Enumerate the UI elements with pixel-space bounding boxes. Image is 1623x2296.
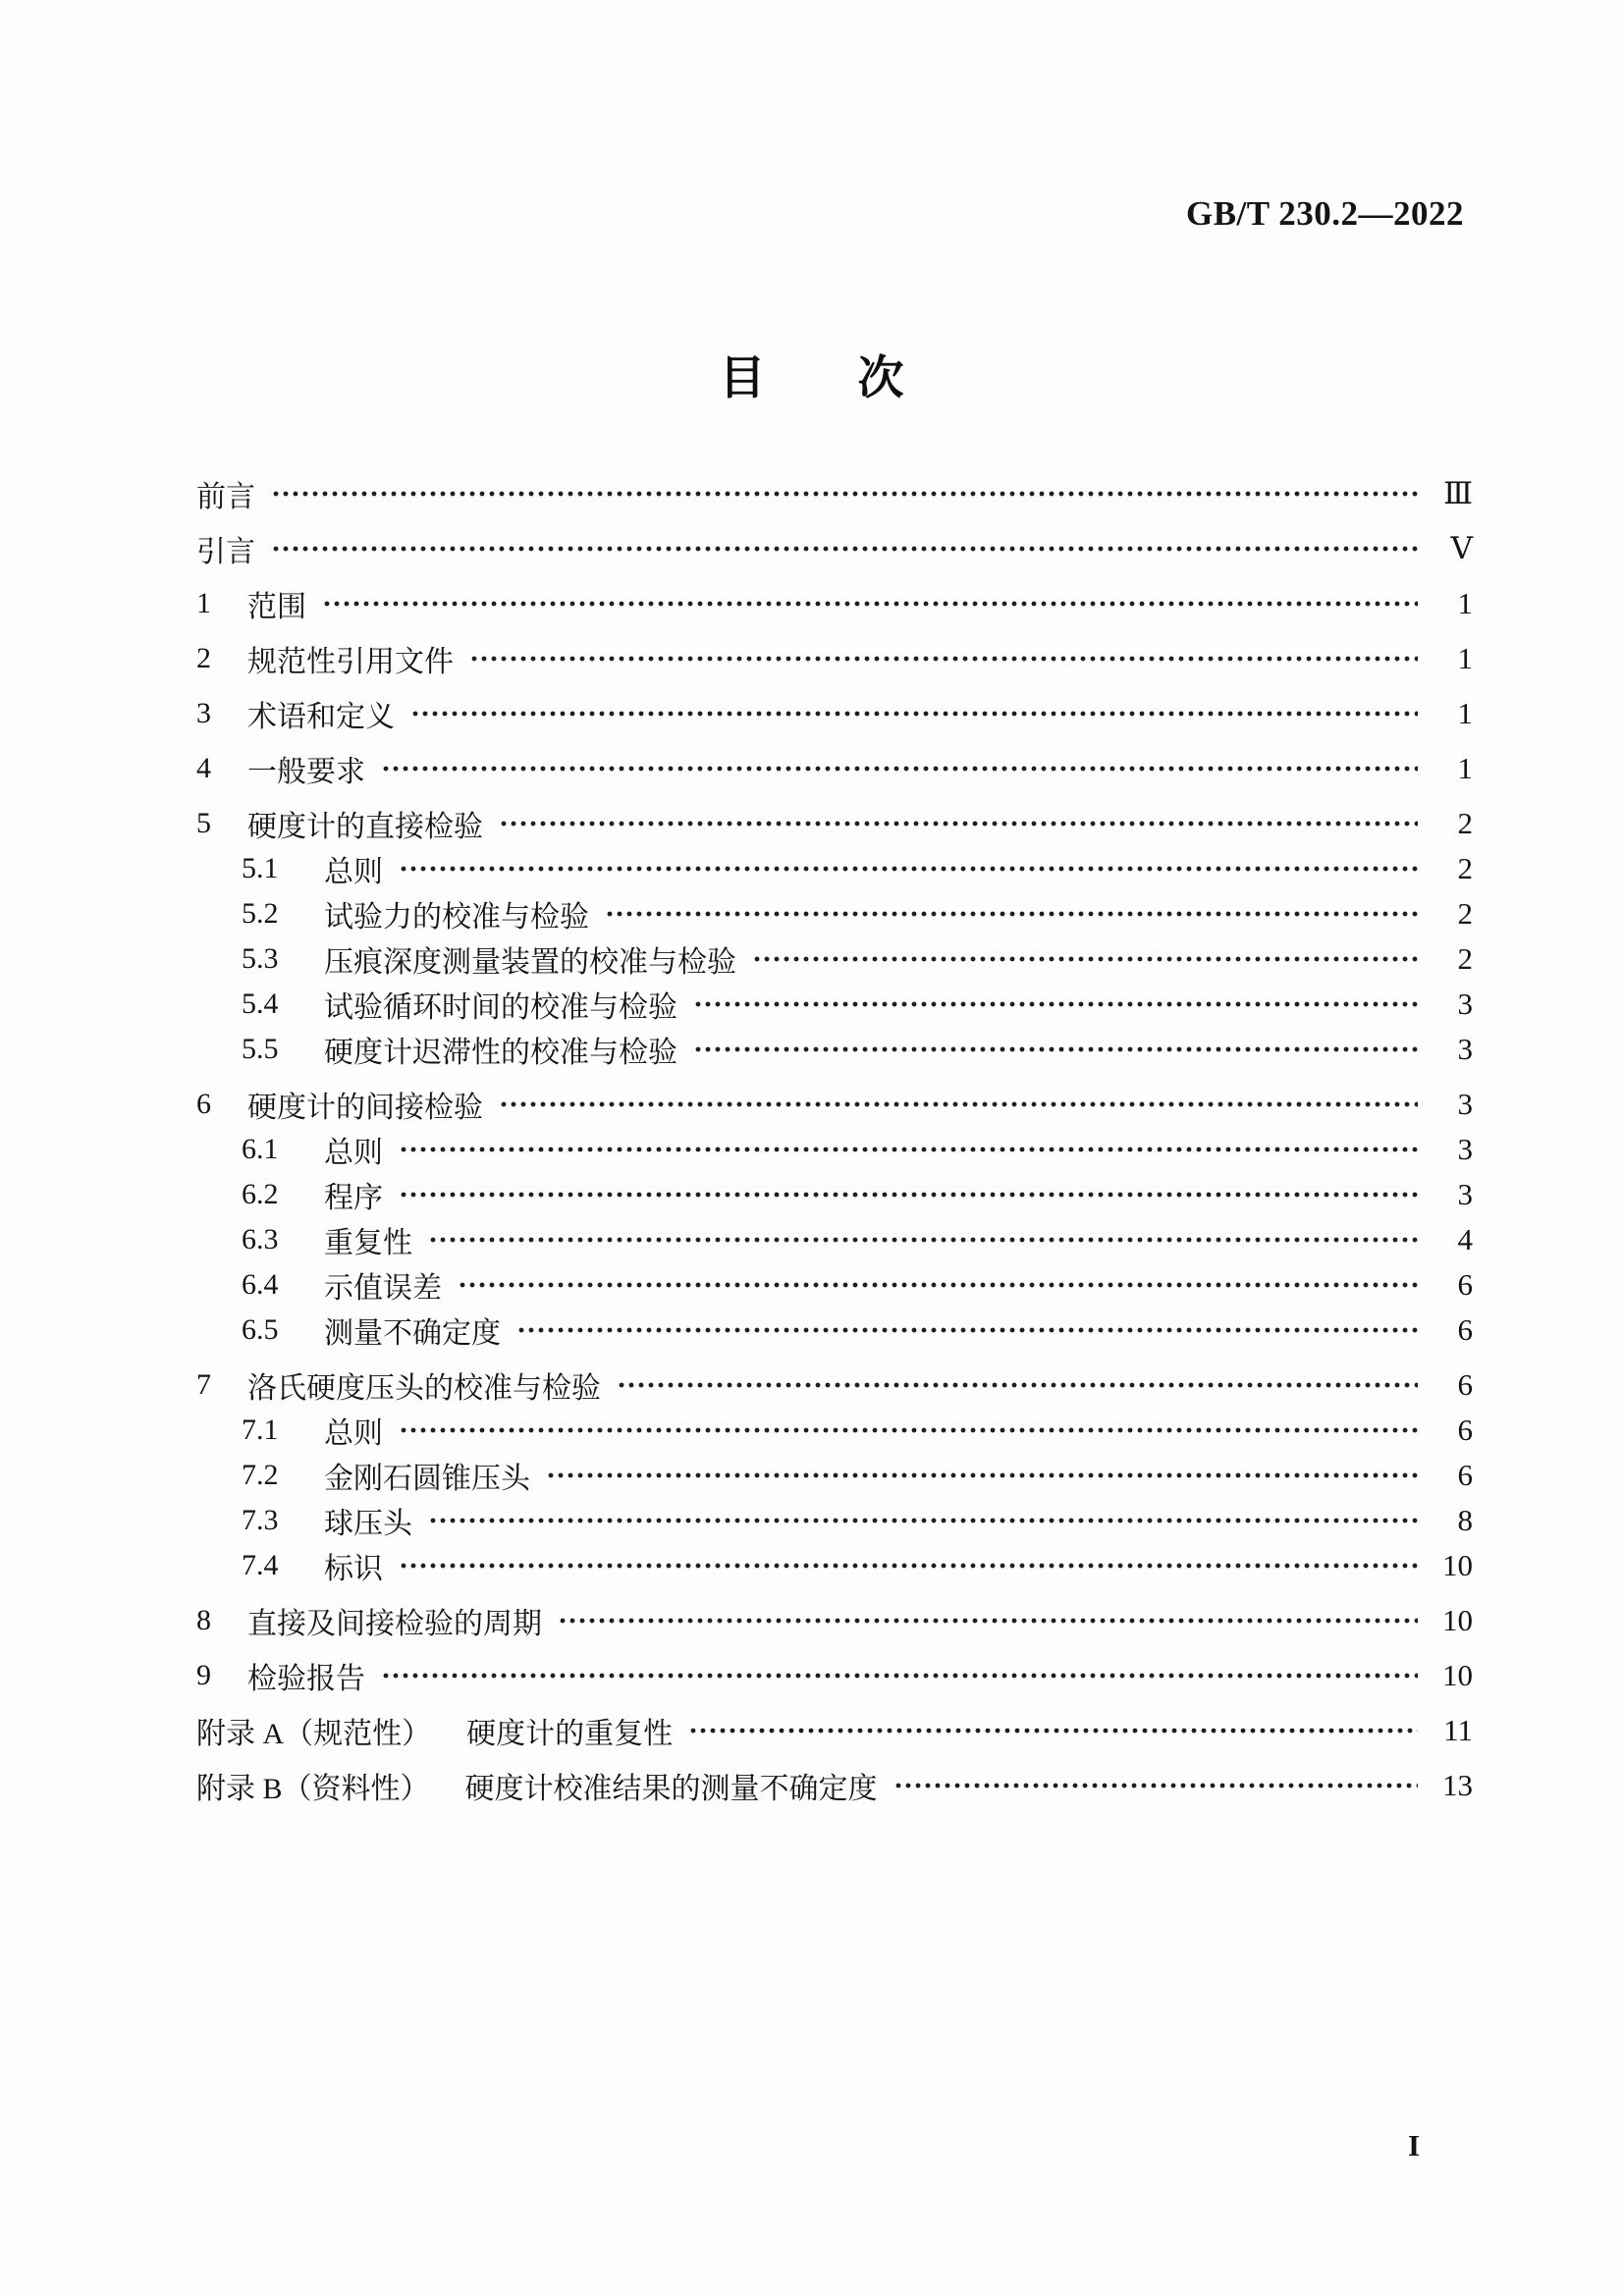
toc-entry-title: 直接及间接检验的周期 — [247, 1608, 542, 1640]
toc-entry-number: 5.3 — [242, 942, 279, 975]
dot-leader — [397, 846, 1418, 891]
dot-leader — [691, 1027, 1418, 1072]
toc-entry — [196, 1763, 1473, 1808]
toc-entry-page: 10 — [1442, 1603, 1473, 1637]
toc-entry-page: 2 — [1457, 896, 1473, 931]
dot-leader — [397, 1127, 1418, 1172]
toc-entry-title: 重复性 — [324, 1227, 412, 1259]
dot-leader — [408, 691, 1418, 736]
toc-entry — [196, 846, 1473, 891]
toc-entry-number: 5.2 — [242, 897, 279, 930]
toc-entry-page: 3 — [1457, 1032, 1473, 1066]
toc-entry-title: 硬度计的重复性 — [466, 1718, 674, 1750]
toc-entry-title: 硬度计的直接检验 — [247, 811, 483, 843]
toc-entry-number: 2 — [196, 642, 211, 674]
dot-leader — [544, 1453, 1418, 1498]
toc-entry-number: 6.5 — [242, 1313, 279, 1346]
toc-entry — [196, 1172, 1473, 1217]
toc-entry — [196, 1308, 1473, 1353]
toc-entry — [196, 936, 1473, 982]
toc-entry — [196, 691, 1473, 736]
toc-entry-title: 试验力的校准与检验 — [324, 901, 589, 934]
dot-leader — [514, 1308, 1418, 1353]
toc-entry-number: 7.2 — [242, 1459, 279, 1491]
toc-entry-title: 洛氏硬度压头的校准与检验 — [247, 1372, 601, 1405]
dot-leader — [556, 1598, 1418, 1643]
toc-entry-title: 范围 — [247, 591, 306, 623]
dot-leader — [320, 581, 1418, 626]
dot-leader — [397, 1408, 1418, 1453]
toc-list — [196, 461, 1473, 1808]
toc-entry — [196, 1543, 1473, 1588]
toc-entry-title: 硬度计校准结果的测量不确定度 — [464, 1773, 878, 1805]
toc-entry-title: 引言 — [196, 536, 255, 568]
toc-entry-page: 6 — [1457, 1267, 1473, 1302]
toc-entry-number: 3 — [196, 697, 211, 729]
toc-entry-page: 6 — [1457, 1367, 1473, 1402]
toc-entry-title: 程序 — [324, 1182, 383, 1214]
dot-leader — [269, 526, 1418, 571]
dot-leader — [379, 746, 1418, 791]
toc-entry — [196, 1217, 1473, 1262]
toc-entry-number: 6.3 — [242, 1223, 279, 1255]
toc-entry-number: 7 — [196, 1368, 211, 1401]
toc-entry-title: 总则 — [324, 856, 383, 888]
toc-entry — [196, 1598, 1473, 1643]
toc-entry-number: 9 — [196, 1659, 211, 1691]
toc-entry-page: 2 — [1457, 851, 1473, 885]
toc-entry-page: 1 — [1457, 696, 1473, 730]
page-title: 目 次 — [719, 351, 904, 403]
toc-entry — [196, 581, 1473, 626]
toc-entry-title: 一般要求 — [247, 756, 365, 788]
toc-entry-title: 标识 — [324, 1553, 383, 1585]
toc-entry-number: 5.5 — [242, 1033, 279, 1065]
dot-leader — [269, 471, 1418, 516]
toc-entry-page: 1 — [1457, 641, 1473, 675]
toc-entry-page: 6 — [1457, 1413, 1473, 1447]
toc-entry — [196, 1653, 1473, 1698]
dot-leader — [750, 936, 1418, 982]
dot-leader — [397, 1543, 1418, 1588]
toc-entry-title: 硬度计迟滞性的校准与检验 — [324, 1037, 677, 1069]
toc-entry-page: 3 — [1457, 987, 1473, 1021]
toc-entry-page: 6 — [1457, 1312, 1473, 1347]
dot-leader — [379, 1653, 1418, 1698]
toc-entry-number: 6.1 — [242, 1133, 279, 1165]
toc-entry-page: 2 — [1457, 941, 1473, 976]
dot-leader — [397, 1172, 1418, 1217]
toc-entry-page: Ⅲ — [1443, 476, 1473, 510]
toc-entry-title: 检验报告 — [247, 1663, 365, 1695]
toc-entry-page: 3 — [1457, 1132, 1473, 1166]
dot-leader — [467, 636, 1418, 681]
dot-leader — [497, 801, 1418, 846]
toc-entry — [196, 1708, 1473, 1753]
toc-entry-title: 试验循环时间的校准与检验 — [324, 991, 677, 1024]
toc-entry — [196, 1082, 1473, 1127]
toc-entry-page: 3 — [1457, 1087, 1473, 1121]
footer-page-number: I — [1408, 2128, 1421, 2163]
toc-entry — [196, 636, 1473, 681]
toc-entry-title: 示值误差 — [324, 1272, 442, 1305]
dot-leader — [892, 1763, 1418, 1808]
toc-entry-page: 1 — [1457, 586, 1473, 620]
toc-entry — [196, 982, 1473, 1027]
toc-entry-number: 6.2 — [242, 1178, 279, 1210]
toc-entry-number: 6 — [196, 1088, 211, 1120]
toc-entry-title: 测量不确定度 — [324, 1317, 501, 1350]
toc-entry-title: 金刚石圆锥压头 — [324, 1463, 530, 1495]
toc-entry — [196, 1027, 1473, 1072]
toc-entry-number: 7.4 — [242, 1549, 279, 1581]
toc-entry-number: 1 — [196, 587, 211, 619]
toc-entry-number: 4 — [196, 752, 211, 784]
toc-entry-number: 附录 A（规范性） — [196, 1718, 432, 1750]
toc-entry — [196, 801, 1473, 846]
toc-entry-title: 球压头 — [324, 1508, 412, 1540]
toc-entry-number: 附录 B（资料性） — [196, 1773, 430, 1805]
toc-entry-number: 8 — [196, 1604, 211, 1636]
standard-number-header: GB/T 230.2—2022 — [1185, 194, 1464, 233]
toc-entry-title: 术语和定义 — [247, 701, 395, 733]
toc-entry-page: 13 — [1442, 1768, 1473, 1802]
toc-entry — [196, 1127, 1473, 1172]
dot-leader — [497, 1082, 1418, 1127]
toc-entry-title: 硬度计的间接检验 — [247, 1092, 483, 1124]
toc-entry-page: 2 — [1457, 806, 1473, 840]
toc-entry-title: 总则 — [324, 1137, 383, 1169]
toc-entry-number: 5.4 — [242, 988, 279, 1020]
toc-entry-page: 11 — [1443, 1713, 1473, 1747]
toc-entry — [196, 471, 1473, 516]
toc-entry-page: 1 — [1457, 751, 1473, 785]
toc-entry-page: 4 — [1457, 1222, 1473, 1256]
toc-entry — [196, 746, 1473, 791]
dot-leader — [615, 1362, 1418, 1408]
toc-entry-page: 10 — [1442, 1548, 1473, 1582]
dot-leader — [456, 1262, 1418, 1308]
dot-leader — [426, 1498, 1418, 1543]
dot-leader — [603, 891, 1418, 936]
toc-entry-page: 3 — [1457, 1177, 1473, 1211]
toc-entry-page: Ⅴ — [1450, 531, 1473, 565]
toc-entry-title: 规范性引用文件 — [247, 646, 454, 678]
toc-entry-page: 10 — [1442, 1658, 1473, 1692]
toc-entry-number: 7.3 — [242, 1504, 279, 1536]
toc-entry-number: 6.4 — [242, 1268, 279, 1301]
toc-entry — [196, 1362, 1473, 1408]
toc-entry-page: 8 — [1457, 1503, 1473, 1537]
dot-leader — [691, 982, 1418, 1027]
toc-entry-title: 总则 — [324, 1417, 383, 1450]
toc-entry-number: 5 — [196, 807, 211, 839]
toc-entry — [196, 526, 1473, 571]
toc-entry-number: 5.1 — [242, 852, 279, 884]
toc-entry-page: 6 — [1457, 1458, 1473, 1492]
toc-entry — [196, 891, 1473, 936]
toc-entry — [196, 1262, 1473, 1308]
toc-entry — [196, 1498, 1473, 1543]
toc-entry-title: 前言 — [196, 481, 255, 513]
toc-entry — [196, 1453, 1473, 1498]
dot-leader — [426, 1217, 1418, 1262]
toc-entry — [196, 1408, 1473, 1453]
toc-entry-number: 7.1 — [242, 1414, 279, 1446]
dot-leader — [686, 1708, 1418, 1753]
toc-entry-title: 压痕深度测量装置的校准与检验 — [324, 946, 736, 979]
